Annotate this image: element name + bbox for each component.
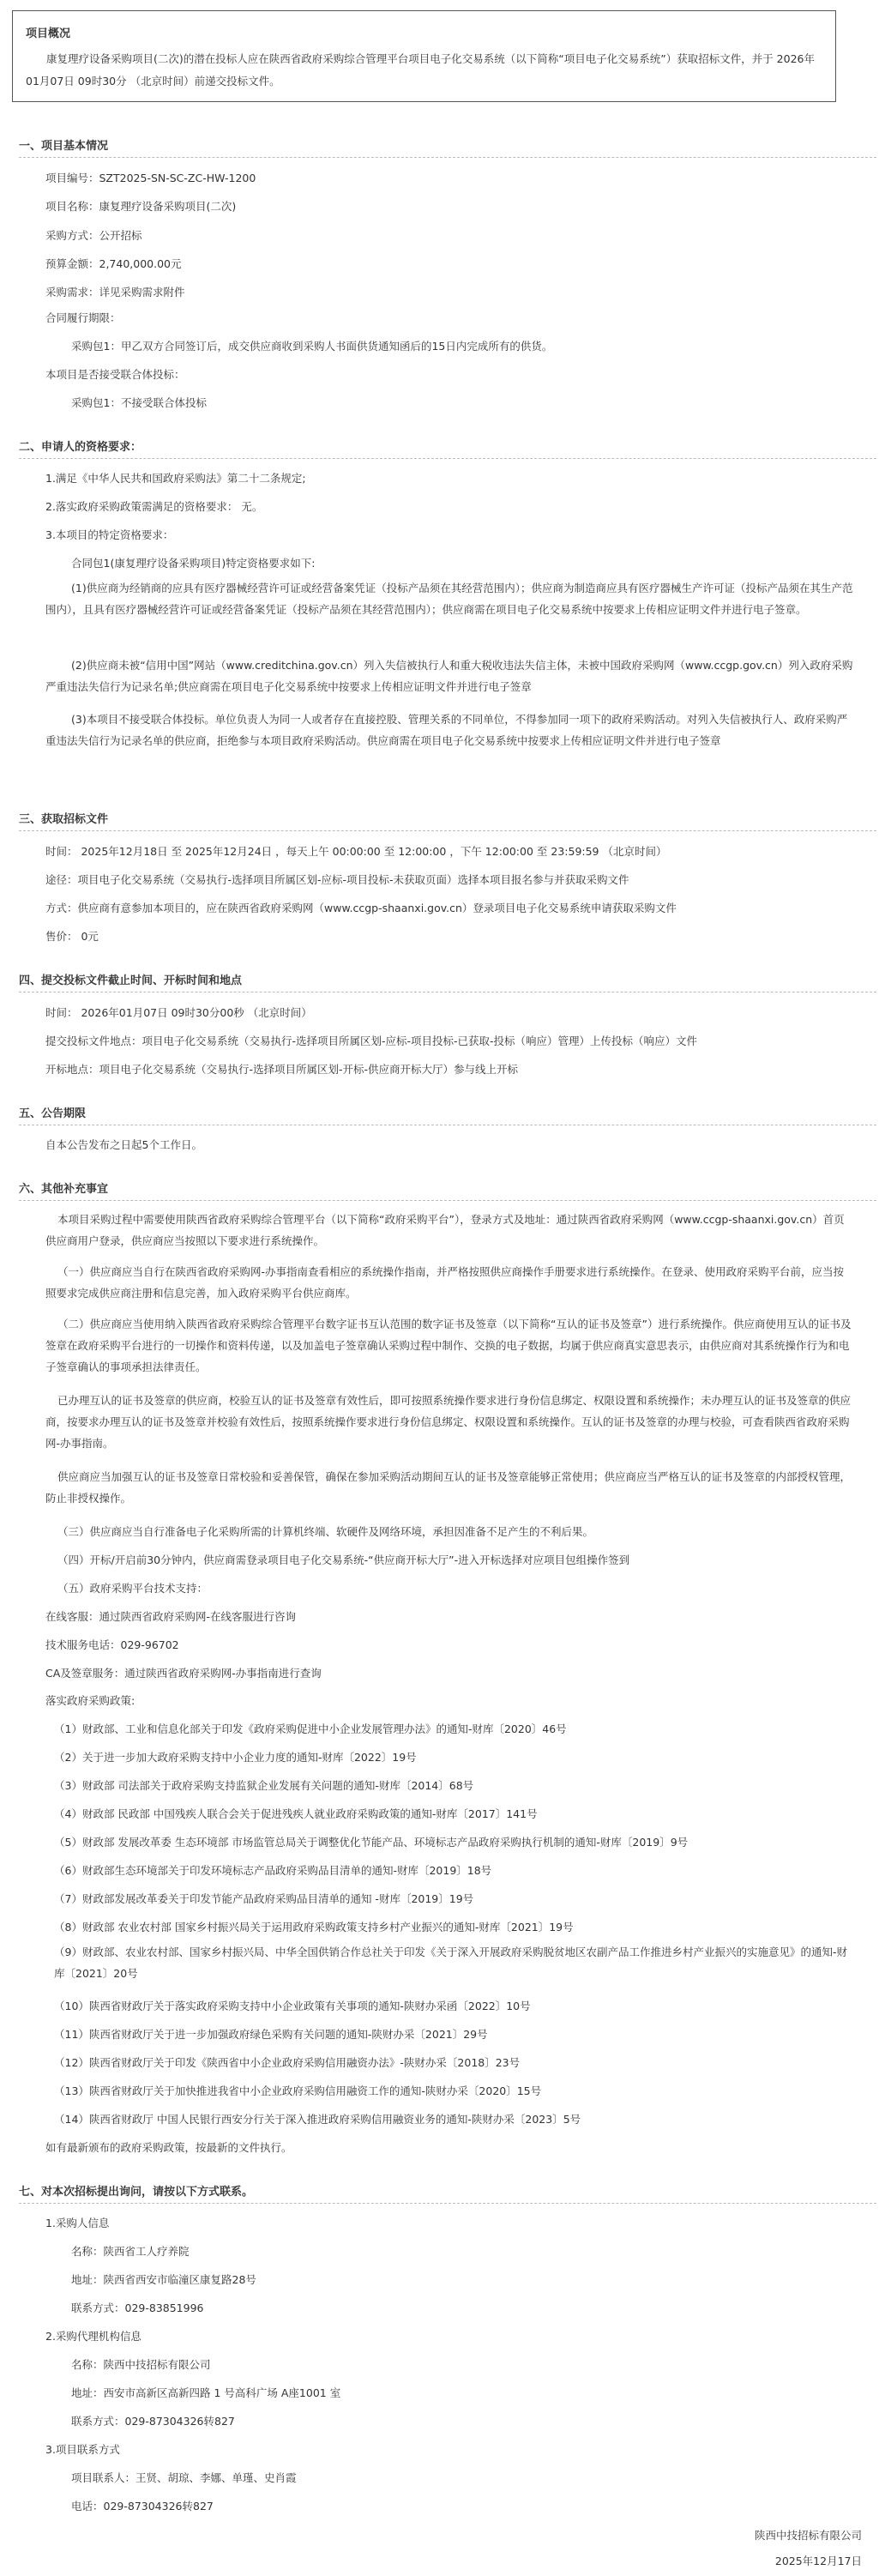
project-name: 项目名称：康复理疗设备采购项目(二次) [45,200,237,213]
project-contact-phone: 电话：029-87304326转827 [71,2500,214,2513]
policy-item: （13）陕西省财政厅关于加快推进我省中小企业政府采购信用融资工作的通知-陕财办采〔2020〕15号 [54,2084,542,2097]
section-1-title: 一、项目基本情况 [19,136,108,153]
supplement-item-5: （五）政府采购平台技术支持： [57,1582,208,1595]
policy-item: （8）财政部 农业农村部 国家乡村振兴局关于运用政府采购政策支持乡村产业振兴的通知-财库〔2021〕19号 [54,1921,574,1934]
policy-item: （11）陕西省财政厅关于进一步加强政府绿色采购有关问题的通知-陕财办采〔2021〕29号 [54,2028,488,2041]
policy-item: （12）陕西省财政厅关于印发《陕西省中小企业政府采购信用融资办法》-陕财办采〔2018〕23号 [54,2056,521,2069]
policy-item: （4）财政部 民政部 中国残疾人联合会关于促进残疾人就业政府采购政策的通知-财库〔2017〕141号 [54,1807,538,1820]
policy-title: 落实政府采购政策: [45,1694,135,1707]
qualification-3-item-1: (1)供应商为经销商的应具有医疗器械经营许可证或经营备案凭证（投标产品须在其经营范围内）；供应商为制造商应具有医疗器械生产许可证（投标产品须在其生产范围内），且具有医疗器械经营许可证或经营备案凭证（投标产品须在其经营范围内）；供应商需在项目电子化交易系统中按要求上传相应证明文件并进行电子签章。 [45,582,853,616]
procurement-requirement: 采购需求：详见采购需求附件 [45,286,185,299]
project-number: 项目编号：SZT2025-SN-SC-ZC-HW-1200 [45,172,256,184]
signature-date: 2025年12月17日 [774,2555,862,2567]
agent-contact: 联系方式：029-87304326转827 [71,2415,235,2428]
project-contact-people: 项目联系人：王贤、胡琼、李娜、单瑾、史肖霞 [71,2471,297,2484]
policy-item: （6）财政部生态环境部关于印发环境标志产品政府采购品目清单的通知-财库〔2019〕18号 [54,1864,492,1877]
online-service: 在线客服：通过陕西省政府采购网-在线客服进行咨询 [45,1610,297,1623]
contract-period-package: 采购包1：甲乙双方合同签订后，成交供应商收到采购人书面供货通知函后的15日内完成所有的供货。 [71,340,553,353]
supplement-item-1: （一）供应商应当自行在陕西省政府采购网-办事指南查看相应的系统操作指南，并严格按照供应商操作手册要求进行系统操作。在登录、使用政府采购平台前，应当按照要求完成供应商注册和信息完善，加入政府采购平台供应商库。 [45,1265,845,1300]
overview-text: 康复理疗设备采购项目(二次)的潜在投标人应在陕西省政府采购综合管理平台项目电子化交易系统（以下简称“项目电子化交易系统”）获取招标文件，并于 2026年01月07日 09时30分 （北京时间）前递交投标文件。 [26,52,815,87]
tech-service-phone: 技术服务电话：029-96702 [45,1638,179,1651]
section-2-title: 二、申请人的资格要求： [19,437,141,454]
contract-period-label: 合同履行期限： [45,311,121,324]
buyer-address: 地址：陕西省西安市临潼区康复路28号 [71,2273,256,2286]
qualification-3-item-3: (3)本项目不接受联合体投标。单位负责人为同一人或者存在直接控股、管理关系的不同单位，不得参加同一项下的政府采购活动。对列入失信被执行人、政府采购严重违法失信行为记录名单的供应商，拒绝参与本项目政府采购活动。供应商需在项目电子化交易系统中按要求上传相应证明文件并进行电子签章 [45,713,848,747]
supplement-item-3: （三）供应商应当自行准备电子化采购所需的计算机终端、软硬件及网络环境，承担因准备不足产生的不利后果。 [57,1525,594,1538]
platform-intro: 本项目采购过程中需要使用陕西省政府采购综合管理平台（以下简称“政府采购平台”），登录方式及地址：通过陕西省政府采购网（www.ccgp-shaanxi.gov.cn）首页供应商用户登录，供应商应当按照以下要求进行系统操作。 [45,1213,845,1247]
overview-title: 项目概况 [26,27,71,40]
policy-item: （10）陕西省财政厅关于落实政府采购支持中小企业政策有关事项的通知-陕财办采函〔2022〕10号 [54,2000,531,2012]
procurement-method: 采购方式：公开招标 [45,229,142,242]
policy-item: （1）财政部、工业和信息化部关于印发《政府采购促进中小企业发展管理办法》的通知-财库〔2020〕46号 [54,1722,567,1735]
project-contact-title: 3.项目联系方式 [45,2443,120,2456]
supplement-item-2: （二）供应商应当使用纳入陕西省政府采购综合管理平台数字证书互认范围的数字证书及签章（以下简称“互认的证书及签章”）进行系统操作。供应商使用互认的证书及签章在政府采购平台进行的一切操作和资料传递，以及加盖电子签章确认采购过程中制作、交换的电子数据，均属于供应商真实意思表示，由供应商对其系统操作行为和电子签章确认的事项承担法律责任。 [45,1318,852,1373]
qualification-1: 1.满足《中华人民共和国政府采购法》第二十二条规定; [45,472,306,485]
policy-item: （9）财政部、农业农村部、国家乡村振兴局、中华全国供销合作总社关于印发《关于深入开展政府采购脱贫地区农副产品工作推进乡村产业振兴的实施意见》的通知-财库〔2021〕20号 [54,1946,847,1980]
signature-company: 陕西中技招标有限公司 [754,2529,862,2542]
budget-amount: 预算金额：2,740,000.00元 [45,257,182,270]
section-6-title: 六、其他补充事宜 [19,1179,108,1196]
buyer-info-title: 1.采购人信息 [45,2217,110,2229]
bid-doc-price: 售价： 0元 [45,930,99,943]
agent-info-title: 2.采购代理机构信息 [45,2330,141,2343]
policy-item: （7）财政部发展改革委关于印发节能产品政府采购品目清单的通知 -财库〔2019〕19号 [54,1892,474,1905]
bid-doc-time: 时间： 2025年12月18日 至 2025年12月24日 ，每天上午 00:00:00 至 12:00:00 ，下午 12:00:00 至 23:59:59 （北京时间） [45,845,667,858]
policy-tail: 如有最新颁布的政府采购政策，按最新的文件执行。 [45,2141,292,2154]
consortium-label: 本项目是否接受联合体投标： [45,368,185,381]
overview-box [12,10,836,102]
agent-name: 名称：陕西中技招标有限公司 [71,2358,211,2371]
consortium-package: 采购包1：不接受联合体投标 [71,396,207,409]
section-3-title: 三、获取招标文件 [19,810,108,826]
policy-item: （14）陕西省财政厅 中国人民银行西安分行关于深入推进政府采购信用融资业务的通知-陕财办采〔2023〕5号 [54,2113,581,2126]
supplement-item-4: （四）开标/开启前30分钟内，供应商需登录项目电子化交易系统-“供应商开标大厅”-进入开标选择对应项目包组操作签到 [57,1553,630,1566]
submit-location: 提交投标文件地点：项目电子化交易系统（交易执行-选择项目所属区划-应标-项目投标-已获取-投标（响应）管理）上传投标（响应）文件 [45,1035,698,1047]
buyer-name: 名称：陕西省工人疗养院 [71,2245,190,2258]
section-7-title: 七、对本次招标提出询问，请按以下方式联系。 [19,2182,253,2199]
qualification-3-package: 合同包1(康复理疗设备采购项目)特定资格要求如下: [71,557,316,570]
policy-item: （5）财政部 发展改革委 生态环境部 市场监管总局关于调整优化节能产品、环境标志产品政府采购执行机制的通知-财库〔2019〕9号 [54,1836,689,1849]
certificate-handling: 已办理互认的证书及签章的供应商，校验互认的证书及签章有效性后，即可按照系统操作要求进行身份信息绑定、权限设置和系统操作；未办理互认的证书及签章的供应商，按要求办理互认的证书及签章并校验有效性后，按照系统操作要求进行身份信息绑定、权限设置和系统操作。互认的证书及签章的办理与校验，可查看陕西省政府采购网-办事指南。 [45,1394,852,1450]
buyer-contact: 联系方式：029-83851996 [71,2302,204,2314]
opening-location: 开标地点：项目电子化交易系统（交易执行-选择项目所属区划-开标-供应商开标大厅）参与线上开标 [45,1063,519,1076]
agent-address: 地址：西安市高新区高新四路 1 号高科广场 A座1001 室 [71,2386,341,2399]
deadline-time: 时间： 2026年01月07日 09时30分00秒 （北京时间） [45,1006,312,1019]
bid-doc-route: 途径：项目电子化交易系统（交易执行-选择项目所属区划-应标-项目投标-未获取页面）选择本项目报名参与并获取采购文件 [45,873,629,886]
ca-service: CA及签章服务：通过陕西省政府采购网-办事指南进行查询 [45,1667,322,1680]
section-5-title: 五、公告期限 [19,1104,86,1120]
qualification-2: 2.落实政府采购政策需满足的资格要求： 无。 [45,500,263,513]
notice-period: 自本公告发布之日起5个工作日。 [45,1138,202,1151]
qualification-3: 3.本项目的特定资格要求： [45,528,174,541]
policy-item: （3）财政部 司法部关于政府采购支持监狱企业发展有关问题的通知-财库〔2014〕68号 [54,1779,474,1792]
section-4-title: 四、提交投标文件截止时间、开标时间和地点 [19,971,242,987]
policy-item: （2）关于进一步加大政府采购支持中小企业力度的通知-财库〔2022〕19号 [54,1751,417,1764]
bid-doc-way: 方式：供应商有意参加本项目的，应在陕西省政府采购网（www.ccgp-shaanxi.gov.cn）登录项目电子化交易系统申请获取采购文件 [45,902,677,914]
qualification-3-item-2: (2)供应商未被“信用中国”网站（www.creditchina.gov.cn）列入失信被执行人和重大税收违法失信主体，未被中国政府采购网（www.ccgp.gov.cn）列入政府采购严重违法失信行为记录名单;供应商需在项目电子化交易系统中按要求上传相应证明文件并进行电子签章 [45,659,853,693]
certificate-custody: 供应商应当加强互认的证书及签章日常校验和妥善保管，确保在参加采购活动期间互认的证书及签章能够正常使用；供应商应当严格互认的证书及签章的内部授权管理，防止非授权操作。 [45,1470,852,1505]
